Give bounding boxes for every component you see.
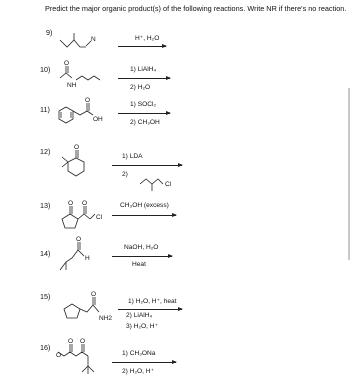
reaction-arrow-16 [112,362,176,363]
carbonyl-o-label-12: O [74,144,80,151]
problem-number-13: 13) [40,201,51,210]
problem-number-14: 14) [40,249,51,258]
problem-number-12: 12) [40,147,51,156]
conditions-9-line1: H⁺, H₂O [135,35,160,42]
carbonyl-o-label-11: O [85,97,91,104]
nitrile-label: N [91,36,96,43]
conditions-14-line1: NaOH, H₂O [124,244,159,251]
problem-number-16: 16) [40,343,51,352]
carbonyl-o-label-15: O [91,291,97,298]
chloro-label-13: Cl [96,214,103,221]
conditions-15-line1: 1) H₂O, H⁺, heat [128,298,177,305]
carbonyl-o-label-10: O [64,60,70,67]
amide-nh-label: NH [67,82,77,89]
conditions-12-line1: 1) LDA [122,153,143,160]
conditions-12-line2: 2) [122,171,128,178]
carbonyl-o-label-16b: O [80,338,86,345]
conditions-16-line1: 1) CH₃ONa [122,350,156,357]
conditions-10-line2: 2) H₂O [130,84,151,91]
conditions-13-line1: CH₃OH (excess) [120,202,169,209]
ester-o-label: O [56,352,62,359]
problem-number-15: 15) [40,292,51,301]
problem-number-9: 9) [46,28,53,37]
conditions-14-line2: Heat [132,261,146,268]
conditions-16-line2: 2) H₂O, H⁺ [122,368,155,375]
problem-number-11: 11) [40,105,50,114]
carbonyl-o-label-16a: O [68,338,74,345]
instructions: Predict the major organic product(s) of the following reactions. Write NR if there's no reaction. [45,4,347,13]
carbonyl-o-label-13b: O [82,200,88,207]
chloro-label-12: Cl [165,181,172,188]
conditions-10-line1: 1) LiAlH₄ [130,66,157,73]
amide-nh2-label: NH2 [99,315,113,322]
conditions-11-line1: 1) SOCl₂ [130,101,157,108]
conditions-11-line2: 2) CH₃OH [130,119,160,126]
carbonyl-o-label-14: O [76,236,82,243]
carbonyl-o-label-13a: O [68,200,74,207]
problem-number-10: 10) [40,65,51,74]
aldehyde-h-label: H [85,255,90,262]
conditions-15-line3: 3) H₂O, H⁺ [126,323,159,330]
hydroxyl-label: OH [93,116,103,123]
conditions-15-line2: 2) LiAlH₄ [126,312,153,319]
